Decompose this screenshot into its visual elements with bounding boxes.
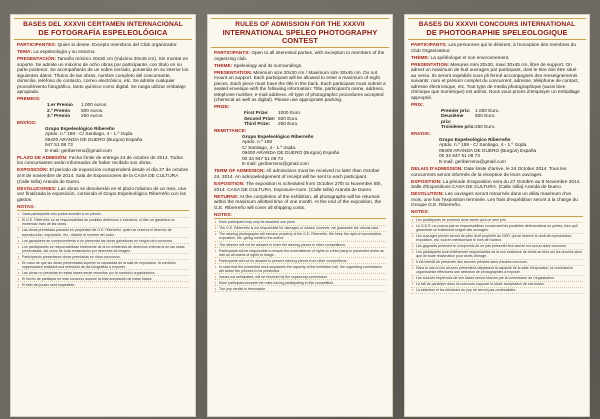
note-item: • Each participant may only be awarded one prize. [214, 220, 386, 226]
prize-row: Deuxième prix: 500 Euro. [441, 114, 496, 125]
section-label: PARTICIPANTS: [411, 43, 447, 48]
note-item: • Les ouvrages primés seront de plein droit propriété du GER, qui se réserve le droit de reproduction, exposition, etc, tout en mentionnant le nom de l'auteur. [411, 234, 583, 244]
organizer-address: Grupo Espeleológico Ribereño Aptdo. n.º 158 - C/ Santiago, 4 - 1.º Izqda. 09400 ARANDA DE DUERO (Burgos) España 947 51 08 73 E-mail: geriberreno@gmail.com [45, 126, 143, 154]
note-item: • Participando presentarse obras premiadas en otros concursos. [17, 255, 189, 261]
notes-heading: NOTAS: [17, 205, 189, 212]
section-label: DEVOLUCIONES: [17, 186, 57, 192]
note-item: • Issues not anticipated, will be resolved by the organizing commission. [214, 275, 386, 281]
column-title: BASES DEL XXXVII CERTAMEN INTERNACIONAL DE FOTOGRAFÍA ESPELEOLÓGICA [14, 18, 192, 40]
note-item: • El G.E. Riberreño no se responsabiliza de posibles deterioros o extravíos, si bien se garantiza un esmerado trato de las obras. [17, 218, 189, 228]
section-label: PRESENTATION: [214, 70, 253, 76]
note-item: • In case that the presented work surpasses the capacity of the exhibition hall, the organizing commission will select the pictures to be presented. [214, 265, 386, 275]
note-item: • Las obras no previstas en estas bases serán resueltas por la comisión organizadora. [17, 271, 189, 277]
prize-row: Second Prize: 500 Euro. [244, 116, 299, 122]
notes-heading: NOTES: [411, 210, 583, 217]
note-item: • Las obras premiadas pasarán en propiedad del G.E. Riberreño, quien se reserva el derecho de reproducción, exposición, etc., citando el nombre del autor. [17, 228, 189, 238]
prize-row: 2.º Premio 500 euros. [47, 108, 104, 114]
note-item: • Les gagnants prennent le compromis de ne pas présenter leur œuvre sur aucun autre concours. [411, 244, 583, 250]
organizer-address: Grupo Espeleológico Riberreño Aptdo. n.º 158 - C/ Santiago, 4 - 1.º Izqda. 09400 ARANDA DE DUERO (Burgos) España 00 34 947 51 08 73 E-mail: geriberreno@gmail.com [439, 137, 537, 165]
section-label: THÈME: [411, 55, 430, 61]
note-item: • Cada participante sólo podrá acceder a un premio. [17, 212, 189, 218]
notes-heading: NOTES: [214, 213, 386, 220]
prize-row: Troisième prix: 250 Euro. [441, 125, 496, 131]
note-item: • Los ganadores se comprometerán a no presentar las obras ganadoras en ningún otro concurso. [17, 239, 189, 245]
rules-body: PARTICIPANTS: Open to all interested parties, with exception to members of the organizing club. THEME: Speleology and its surroundings. PRESENTATION: Minimum size 20x30 cm / Maximum size 30x45 cm. Do not mount on support. Each participant will be allowed to enter a maximum of eight pieces. Each piece must have the title in the back. Each participant must submit a sealed envelope with the following information: Title, participant's name, address, telephone number, e-mail address. All type of photographic procedures accepted (chemical as well as digital). Please use appropriate packing. PRIZE: First Prize: 1000 Euro. Second Prize: 500 Euro. Third Prize: 250 Euro. REMITTANCE: Grupo Espeleológico Riberreño Aptdo. n.º 158 C/ Santiago, 4 - 1.º Izqda. 09400 ARANDA DE DUERO (Burgos) España 00 34 947 51 08 73 E-mail: geriberreno@gmail.com TERM OF ADMISSION: All admissions must be received no later than October 24, 2014. An acknowledgement of receipt will be sent to each participant. EXPOSITION: The exposition is scheduled from October 27th to November 8th, 2014. CASA DE CULTURA, Exposure-room. (Calle Isilla) Aranda de Duero. RETURNS: At the completion of the exhibition, all photographs will be returned within the maximum allotted time of one month. At the end of the exposition, the G.E. Riberreño will cover all shipping costs. NOTES: [214, 51, 386, 218]
section-label: EXPOSITION: [411, 179, 442, 185]
note-item: • Los participantes se responsabilizan totalmente de la no existencia de derechos a terceros en las obras presentadas, así como de toda reclamación por derechos de imagen. [17, 245, 189, 255]
note-item: • Participants will be responsible to ensure the nonexistence of rights to a third party in presented works as well as all claims of rights to image. [214, 249, 386, 259]
note-item: • El hecho de participar en este concurso supone la total aceptación de estas bases. [17, 277, 189, 283]
section-label: EXPOSICIÓN: [17, 168, 49, 174]
prize-row: Third Prize: 250 Euro. [244, 122, 299, 128]
prize-row: 3.º Premio 250 euros. [47, 114, 104, 120]
note-item: • The winners will not be allowed to enter the winning pieces in other competitions. [214, 243, 386, 249]
organizer-address: Grupo Espeleológico Riberreño Aptdo. n.º 158 C/ Santiago, 4 - 1.º Izqda. 09400 ARANDA DE DUERO (Burgos) España 00 34 947 51 08 73 E-mail: geriberreno@gmail.com [242, 134, 340, 168]
section-label: PRIZE: [214, 105, 230, 111]
section-label: PLAZO DE ADMISIÓN: [17, 155, 68, 161]
section-label: THEME: [214, 63, 233, 69]
column-title: RULES OF ADMISSION FOR THE XXXVII INTERNATIONAL SPELEO PHOTOGRAPHY CONTEST [211, 18, 389, 48]
rules-body: PARTICIPANTS: Les personnes qui le désirent, à l'exception des membres du Club Organisateur. THÈME: La spéléologie et son environnement. PRESENTATION: Mesures mini 20x30, maxi 30x45 cm, libre de support. On admet un maximum de huit ouvrages par participant, dont le titre doit être situé au verso. Ils seront expédiés sous pli fermé accompagnés des renseignements suivants: nom et prénom complet du concurrent, adresse, téléphone de contact, adresse électronique, etc. Tout type de media photographique (aussi bien chimique que numérique) est admis. Nous vous prions d'employer un emballage approprié. PRIX: Premier prix: 1.000 Euro. Deuxième prix: 500 Euro. Troisième prix: 250 Euro. ENVOIX: Grupo Espeleológico Riberreño Aptdo. n.º 158 - C/ Santiago, 4 - 1.º Izqda. 09400 ARANDA DE DUERO (Burgos) España 00 34 947 51 08 73 E-mail: geriberreno@gmail.com DELAIS D'ADMISSION: Date limite d'arrive, le 24 October 2014. Tous les concurrents seront informés de la réception de leurs ouvrages. EXPOSITION: La période d'exposition sera du 27 Octobre au 8 Novembre 2014. Salle d'Expositions CASA DE CULTURA. (Calle Isilla) Aranda de Duero. DEVOLUTION: Les ouvrages seront retournés dans un délai maximum d'un mois, une fois l'exposition terminée. Les frais d'expédition seront à la charge du Groupe G.E. Riberreño. NOTES: [411, 43, 583, 217]
section-label: DELAIS D'ADMISSION: [411, 166, 463, 172]
note-item: • La sélection et les décisions du jury ne seront pas contestables. [411, 288, 583, 294]
note-item: • Le fait de participer dans ce concours suppose la totale acceptation de ces bases. [411, 282, 583, 288]
section-label: TERM OF ADMISSION: [214, 169, 266, 175]
prize-row: First Prize: 1000 Euro. [244, 110, 302, 116]
notes-list [411, 218, 583, 294]
notes-list [17, 212, 189, 288]
section-label: PRESENTATION: [411, 62, 450, 68]
section-label: PREMIOS: [17, 97, 41, 103]
note-item: • The jury verdict is irrevocable. [214, 287, 386, 293]
note-item: • The winning photographs will become property of the G.E. Riberreño. We keep the right of reproduction, exposition, etc. giving credit to the author. [214, 232, 386, 242]
note-item: • Le G.E.R. ne pourra pas se responsabiliser concernant les possibles détériorations ou pertes, bien qu'il garantisse un traitement soigné des ouvrages. [411, 224, 583, 234]
section-label: PARTICIPANTES: [17, 43, 57, 48]
section-label: TEMA: [17, 50, 33, 56]
note-item: • Participants will not be allowed to present winning pieces from other competitions. [214, 259, 386, 265]
note-item: • The G.E. Riberreño is not responsible for damages or losses; however, we guarantee the utmost care. [214, 226, 386, 232]
column-title: BASES DU XXXVII CONCOURS INTERNATIONAL DE PHOTOGRAPHIE SPELEOLOGIQUE [408, 18, 586, 40]
note-item: • Les participants sont entièrement responsables de la non existence de droits au tiers sur les œuvres ainsi que de toute réclamation pour droits d'image. [411, 250, 583, 260]
rules-body: PARTICIPANTES: Quien lo desee. Excepto miembros del Club organizador. TEMA: La espeleología y su entorno. PRESENTACIÓN: Tamaño mínimo 20x30 cm (máximo 30x45 cm). Sin montar en soporte. Se admite un máximo de ocho obras por participante, con título en su parte posterior. Se acompañarán de un sobre cerrado, poniendo en su interior los siguientes datos: Títulos de las obras, nombre completo del concursante, domicilio, teléfono de contacto, correo electrónico, etc. Se admite cualquier procedimiento fotográfico, tanto químico como digital. Se ruega utilizar embalaje apropiado. PREMIOS: 1.er Premio 1.000 euros. 2.º Premio 500 euros. 3.º Premio 250 euros. ENVÍOS: Grupo Espeleológico Ribereño Aptdo. n.º 158 - C/ Santiago, 4 - 1.º Izqda. 09400 ARANDA DE DUERO (Burgos) España 947 51 08 73 E-mail: geriberreno@gmail.com PLAZO DE ADMISIÓN: Fecha límite de entrega 24 de octubre de 2014. Todos los concursantes serán informados de haber recibido sus obras. EXPOSICIÓN: El periodo de exposición comprenderá desde el día 27 de octubre al 8 de noviembre de 2014. Sala de Exposiciones de la CASA DE CULTURA (Calle Isilla) Aranda de Duero. DEVOLUCIONES: Las obras se devolverán en el plazo máximo de un mes, una vez finalizada la exposición, corriendo el Grupo Espeleológico Riberreño con los gastos. NOTAS: [17, 43, 189, 210]
section-label: EXPOSITION: [214, 182, 245, 188]
note-item: • En caso de que las obras presentadas superen la capacidad de la sala de exposición, la comisión organizadora realizará una selección de las fotografías a exponer. [17, 261, 189, 271]
note-item: • Les participants ne pourront avoir accès qu'à un seul prix. [411, 218, 583, 224]
section-label: PRESENTACIÓN: [17, 57, 56, 63]
section-label: PRIX: [411, 102, 424, 108]
note-item: • Dans le cas où les œuvres présentées dépassent la capacité de la salle d'exposition, la commission organisatrice effectuera une sélection de photographies à exposer. [411, 266, 583, 276]
prize-row: 1.er Premio 1.000 euros. [47, 102, 108, 108]
notes-list [214, 220, 386, 292]
section-label: PARTICIPANTS: [214, 51, 250, 56]
section-label: DEVOLUTION: [411, 192, 444, 198]
section-label: ENVOIX: [411, 132, 431, 138]
column-french [404, 14, 590, 417]
section-label: RETURNS: [214, 194, 239, 200]
note-item: • Il est interdit de présenter des œuvres primées dans d'autres concours. [411, 260, 583, 266]
note-item: • Each participant accepts the rules having participating in this competition. [214, 281, 386, 287]
column-spanish [10, 14, 196, 417]
prize-row: Premier prix: 1.000 Euro. [441, 108, 500, 114]
section-label: ENVÍOS: [17, 121, 37, 127]
section-label: REMITTANCE: [214, 129, 247, 135]
note-item: • Les sources imprévues de ces bases seront résolus par la commission de l'organisation. [411, 276, 583, 282]
note-item: • El fallo del jurado será inapelable. [17, 283, 189, 289]
column-english [207, 14, 393, 417]
